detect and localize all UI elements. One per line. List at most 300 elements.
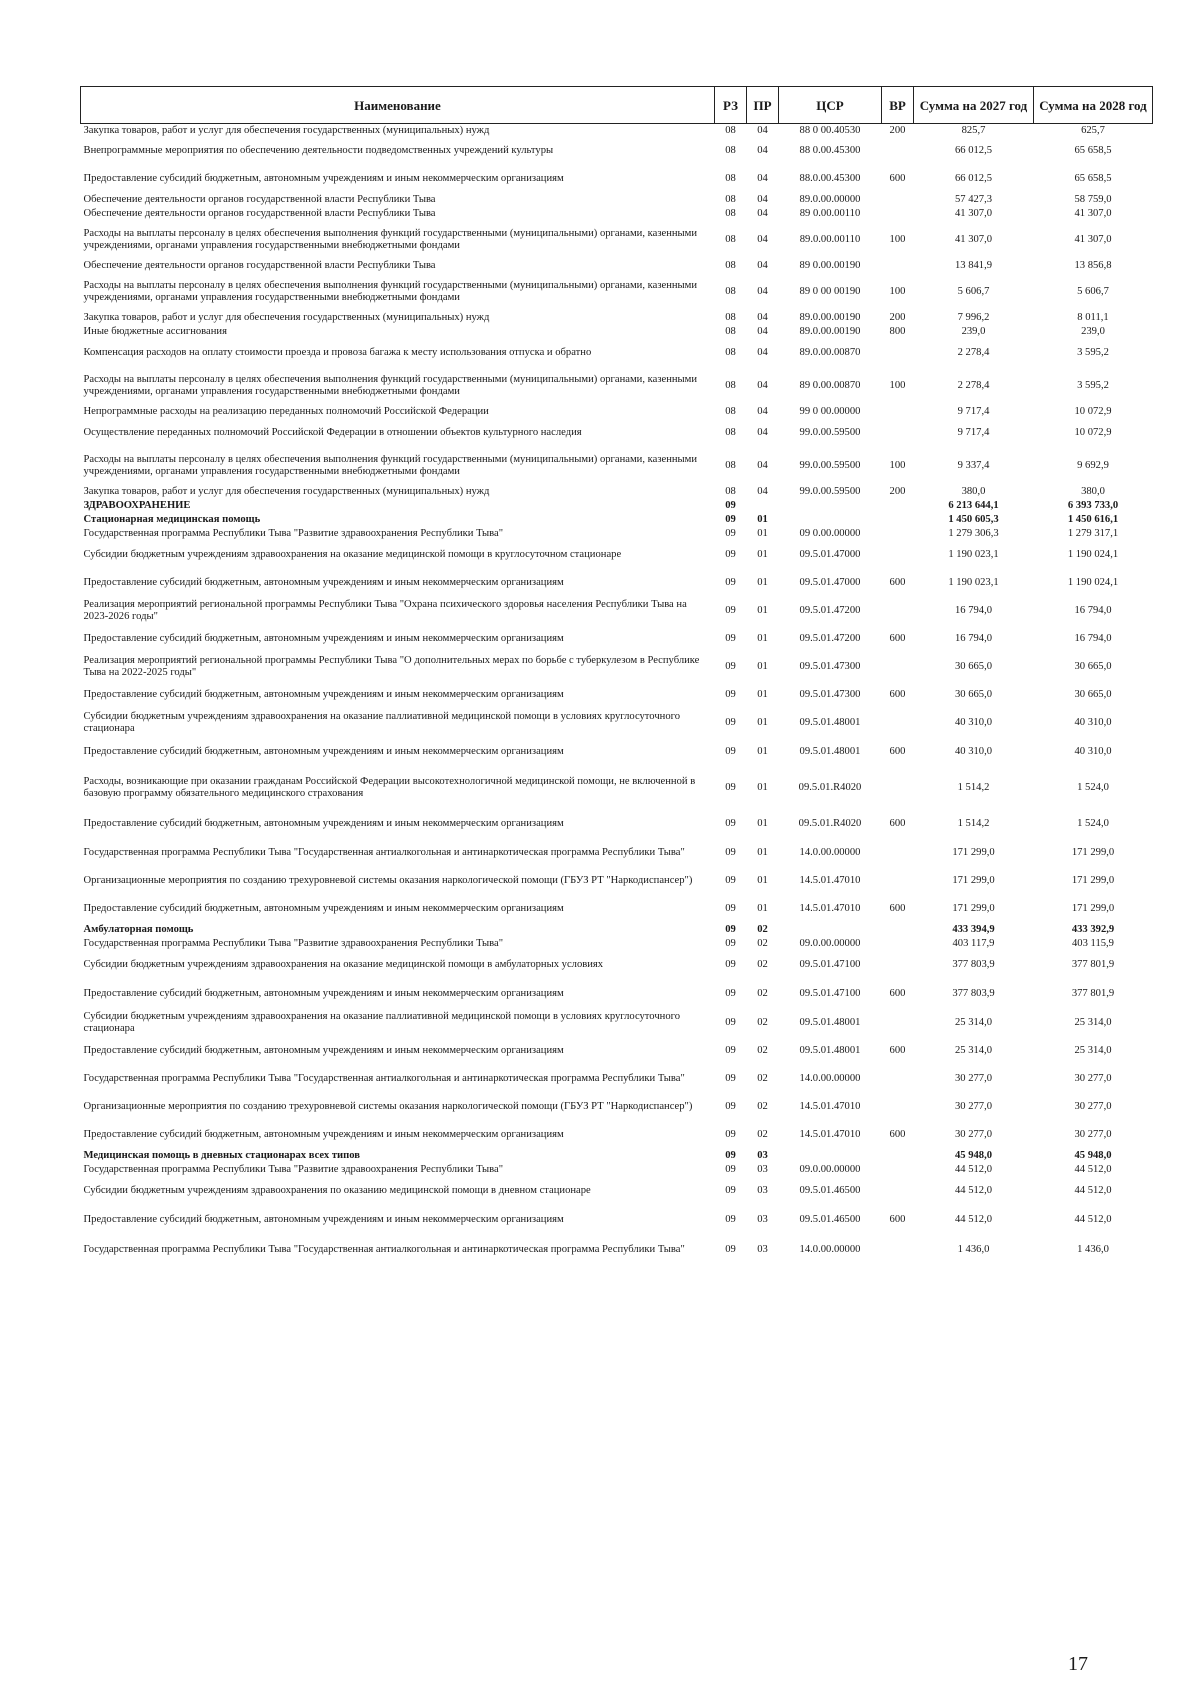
row-vr: 600 (889, 987, 906, 999)
row-pr: 04 (757, 193, 768, 205)
row-name: Организационные мероприятия по созданию трехуровневой системы оказания наркологической помощи (ГБУЗ РТ "Наркодиспансер") (83, 874, 693, 886)
row-sum-2027: 57 427,3 (954, 193, 993, 205)
row-rz: 09 (725, 604, 736, 616)
row-name: Осуществление переданных полномочий Российской Федерации в отношении объектов культурного наследия (83, 426, 582, 438)
row-sum-2027: 40 310,0 (954, 745, 993, 757)
table-row (81, 499, 1153, 513)
row-name: Закупка товаров, работ и услуг для обеспечения государственных (муниципальных) нужд (83, 124, 490, 136)
row-csr: 09.5.01.48001 (799, 745, 861, 757)
row-csr: 99 0 00.00000 (799, 405, 861, 417)
row-sum-2028: 30 665,0 (1074, 660, 1112, 672)
row-sum-2027: 5 606,7 (957, 285, 990, 297)
row-name: Расходы на выплаты персоналу в целях обеспечения выполнения функций государственными (муниципальными) органами, казенными учреждениями, органами управления государственными внебюджетными фондами (83, 373, 698, 397)
row-rz: 09 (725, 1100, 736, 1112)
row-csr: 88.0.00.45300 (799, 172, 861, 184)
row-sum-2028: 171 299,0 (1071, 902, 1115, 914)
row-rz: 09 (725, 874, 736, 886)
row-sum-2028: 45 948,0 (1074, 1149, 1112, 1161)
table-row (81, 895, 1153, 923)
row-csr: 88 0 00.40530 (799, 124, 861, 136)
row-pr: 04 (757, 233, 768, 245)
budget-page (80, 86, 1152, 1265)
row-csr: 89.0.00.00190 (799, 311, 861, 323)
row-csr: 09.5.01.47000 (799, 548, 861, 560)
row-sum-2027: 16 794,0 (954, 632, 993, 644)
row-sum-2027: 239,0 (961, 325, 986, 337)
row-sum-2027: 825,7 (961, 124, 986, 136)
row-csr: 09.5.01.46500 (799, 1184, 861, 1196)
row-vr (882, 653, 914, 681)
row-csr: 09.0.00.00000 (799, 1163, 861, 1175)
row-pr: 04 (757, 311, 768, 323)
row-name: Государственная программа Республики Тыва "Государственная антиалкогольная и антинаркотическая программа Республики Тыва" (83, 1072, 685, 1084)
row-pr: 01 (757, 527, 768, 539)
row-rz: 09 (725, 987, 736, 999)
row-rz: 08 (725, 426, 736, 438)
row-sum-2027: 1 436,0 (957, 1243, 990, 1255)
row-vr (882, 1149, 914, 1163)
row-sum-2028: 6 393 733,0 (1067, 499, 1119, 511)
table-row (81, 1121, 1153, 1149)
row-sum-2028: 40 310,0 (1074, 745, 1112, 757)
row-pr: 04 (757, 259, 768, 271)
row-sum-2027: 66 012,5 (954, 172, 993, 184)
row-pr: 04 (757, 405, 768, 417)
row-pr: 03 (757, 1213, 768, 1225)
row-sum-2028: 1 279 317,1 (1067, 527, 1119, 539)
row-rz: 08 (725, 233, 736, 245)
row-pr: 02 (757, 937, 768, 949)
row-sum-2027: 1 514,2 (957, 781, 990, 793)
row-pr: 02 (757, 1128, 768, 1140)
row-sum-2028: 1 450 616,1 (1067, 513, 1119, 525)
row-name: Компенсация расходов на оплату стоимости проезда и провоза багажа к месту использования отпуска и обратно (83, 346, 592, 358)
table-row (81, 1149, 1153, 1163)
row-name: Организационные мероприятия по созданию трехуровневой системы оказания наркологической помощи (ГБУЗ РТ "Наркодиспансер") (83, 1100, 693, 1112)
row-name: Субсидии бюджетным учреждениям здравоохранения на оказание паллиативной медицинской помощи в условиях круглосуточного стационара (83, 710, 680, 734)
row-csr: 89 0.00.00190 (799, 259, 861, 271)
table-row (81, 767, 1153, 809)
row-sum-2027: 377 803,9 (952, 987, 995, 999)
row-sum-2028: 1 190 024,1 (1067, 576, 1119, 588)
row-sum-2027: 2 278,4 (957, 379, 990, 391)
row-pr: 04 (757, 459, 768, 471)
row-rz: 08 (725, 207, 736, 219)
row-csr: 14.5.01.47010 (799, 1128, 861, 1140)
row-sum-2027: 41 307,0 (954, 233, 993, 245)
row-sum-2027: 171 299,0 (952, 846, 995, 858)
row-sum-2027: 44 512,0 (954, 1184, 993, 1196)
row-sum-2027: 1 450 605,3 (948, 513, 999, 525)
row-vr (882, 923, 914, 937)
row-pr: 01 (757, 902, 768, 914)
row-name: Расходы, возникающие при оказании гражданам Российской Федерации высокотехнологичной медицинской помощи, не включенной в базовую программу обязательного медицинского страхования (83, 775, 696, 799)
table-row (81, 809, 1153, 839)
row-sum-2028: 625,7 (1081, 124, 1105, 136)
row-csr (779, 499, 882, 513)
row-rz: 09 (725, 688, 736, 700)
row-rz: 09 (725, 527, 736, 539)
row-sum-2027: 2 278,4 (957, 346, 990, 358)
row-sum-2028: 377 801,9 (1071, 958, 1115, 970)
row-sum-2027: 41 307,0 (954, 207, 993, 219)
row-name: Предоставление субсидий бюджетным, автономным учреждениям и иным некоммерческим организациям (83, 688, 564, 700)
row-sum-2028: 44 512,0 (1074, 1163, 1112, 1175)
row-sum-2028: 41 307,0 (1074, 233, 1112, 245)
row-name: Предоставление субсидий бюджетным, автономным учреждениям и иным некоммерческим организациям (83, 1044, 564, 1056)
row-csr: 89.0.00.00110 (799, 233, 861, 245)
table-row (81, 1235, 1153, 1265)
row-vr (882, 499, 914, 513)
row-name: Предоставление субсидий бюджетным, автономным учреждениям и иным некоммерческим организациям (83, 987, 564, 999)
row-vr (882, 867, 914, 895)
row-csr: 14.0.00.00000 (799, 846, 861, 858)
row-sum-2028: 3 595,2 (1077, 346, 1109, 358)
row-rz: 09 (725, 781, 736, 793)
row-pr: 01 (757, 716, 768, 728)
row-rz: 09 (725, 716, 736, 728)
row-name: Медицинская помощь в дневных стационарах всех типов (83, 1149, 361, 1161)
row-pr: 04 (757, 207, 768, 219)
row-pr: 03 (757, 1184, 768, 1196)
row-pr: 02 (757, 923, 768, 935)
row-name: Обеспечение деятельности органов государственной власти Республики Тыва (83, 259, 436, 271)
row-csr: 09.5.01.47200 (799, 604, 861, 616)
row-vr: 800 (889, 325, 906, 337)
row-rz: 08 (725, 193, 736, 205)
row-rz: 08 (725, 311, 736, 323)
table-row (81, 124, 1153, 138)
row-sum-2027: 9 717,4 (957, 426, 990, 438)
row-sum-2028: 65 658,5 (1074, 172, 1112, 184)
row-rz: 09 (725, 1243, 736, 1255)
row-sum-2027: 66 012,5 (954, 145, 993, 157)
row-sum-2028: 16 794,0 (1074, 604, 1112, 616)
row-pr: 02 (757, 1100, 768, 1112)
row-csr: 09.5.01.47300 (799, 688, 861, 700)
row-sum-2027: 1 514,2 (957, 817, 990, 829)
row-sum-2028: 30 277,0 (1074, 1128, 1112, 1140)
row-pr: 01 (757, 745, 768, 757)
row-csr: 14.5.01.47010 (799, 902, 861, 914)
table-row (81, 737, 1153, 767)
row-vr (882, 1177, 914, 1205)
row-name: Внепрограммные мероприятия по обеспечению деятельности подведомственных учреждений культуры (83, 145, 554, 157)
row-sum-2027: 44 512,0 (954, 1213, 993, 1225)
row-vr (882, 541, 914, 569)
row-name: Предоставление субсидий бюджетным, автономным учреждениям и иным некоммерческим организациям (83, 902, 564, 914)
table-row (81, 923, 1153, 937)
row-csr: 09.5.01.48001 (799, 716, 861, 728)
row-sum-2028: 3 595,2 (1077, 379, 1109, 391)
row-csr: 14.5.01.47010 (799, 874, 861, 886)
row-csr: 09.5.01.47100 (799, 987, 861, 999)
row-sum-2028: 30 277,0 (1074, 1072, 1112, 1084)
table-row (81, 1009, 1153, 1037)
table-row (81, 839, 1153, 867)
table-row (81, 339, 1153, 367)
row-sum-2027: 171 299,0 (952, 902, 995, 914)
row-rz: 09 (725, 632, 736, 644)
row-rz: 09 (725, 1128, 736, 1140)
table-row (81, 1163, 1153, 1177)
table-row (81, 367, 1153, 405)
row-rz: 08 (725, 485, 736, 497)
table-row (81, 625, 1153, 653)
row-vr: 100 (889, 285, 906, 297)
row-csr: 88 0.00.45300 (799, 145, 861, 157)
row-rz: 09 (725, 1184, 736, 1196)
row-name: Государственная программа Республики Тыва "Государственная антиалкогольная и антинаркотическая программа Республики Тыва" (83, 1243, 685, 1255)
row-rz: 08 (725, 459, 736, 471)
row-csr (779, 923, 882, 937)
row-name: Предоставление субсидий бюджетным, автономным учреждениям и иным некоммерческим организациям (83, 632, 564, 644)
table-row (81, 193, 1153, 207)
row-vr (882, 767, 914, 809)
table-row (81, 1065, 1153, 1093)
row-csr: 09.5.01.48001 (799, 1044, 861, 1056)
row-rz: 09 (725, 745, 736, 757)
row-csr: 09.5.01.R4020 (798, 817, 862, 829)
row-sum-2028: 1 190 024,1 (1067, 548, 1119, 560)
row-sum-2028: 25 314,0 (1074, 1044, 1112, 1056)
row-name: Государственная программа Республики Тыва "Государственная антиалкогольная и антинаркотическая программа Республики Тыва" (83, 846, 685, 858)
row-name: Расходы на выплаты персоналу в целях обеспечения выполнения функций государственными (муниципальными) органами, казенными учреждениями, органами управления государственными внебюджетными фондами (83, 227, 698, 251)
row-sum-2027: 9 337,4 (957, 459, 990, 471)
row-name: Государственная программа Республики Тыва "Развитие здравоохранения Республики Тыва" (83, 1163, 504, 1175)
row-vr: 100 (889, 459, 906, 471)
header-csr: ЦСР (779, 87, 882, 124)
row-name: Субсидии бюджетным учреждениям здравоохранения по оказанию медицинской помощи в дневном стационаре (83, 1184, 591, 1196)
row-name: Субсидии бюджетным учреждениям здравоохранения на оказание паллиативной медицинской помощи в условиях круглосуточного стационара (83, 1010, 680, 1034)
table-row (81, 513, 1153, 527)
row-sum-2028: 171 299,0 (1071, 846, 1115, 858)
row-sum-2027: 30 277,0 (954, 1072, 993, 1084)
row-pr: 04 (757, 485, 768, 497)
row-rz: 09 (725, 513, 736, 525)
row-sum-2028: 380,0 (1081, 485, 1105, 497)
row-pr: 03 (757, 1163, 768, 1175)
row-sum-2028: 44 512,0 (1074, 1184, 1112, 1196)
row-sum-2028: 1 436,0 (1077, 1243, 1109, 1255)
row-sum-2027: 40 310,0 (954, 716, 993, 728)
row-sum-2027: 9 717,4 (957, 405, 990, 417)
row-pr: 02 (757, 1044, 768, 1056)
row-pr: 04 (757, 346, 768, 358)
row-csr: 89.0.00.00870 (799, 346, 861, 358)
row-pr: 04 (757, 285, 768, 297)
table-row (81, 1037, 1153, 1065)
row-rz: 09 (725, 576, 736, 588)
row-pr: 01 (757, 576, 768, 588)
row-csr: 89.0.00.00190 (799, 325, 861, 337)
table-row (81, 709, 1153, 737)
row-csr: 99.0.00.59500 (799, 459, 861, 471)
row-name: Расходы на выплаты персоналу в целях обеспечения выполнения функций государственными (муниципальными) органами, казенными учреждениями, органами управления государственными внебюджетными фондами (83, 453, 698, 477)
row-name: ЗДРАВООХРАНЕНИЕ (83, 499, 191, 511)
row-sum-2028: 40 310,0 (1074, 716, 1112, 728)
row-name: Реализация мероприятий региональной программы Республики Тыва "Охрана психического здоровья населения Республики Тыва на 2023-2026 годы" (83, 598, 687, 622)
row-csr: 09.5.01.47000 (799, 576, 861, 588)
row-vr (882, 1093, 914, 1121)
row-pr: 01 (757, 660, 768, 672)
row-rz: 09 (725, 1016, 736, 1028)
table-row (81, 979, 1153, 1009)
row-pr: 04 (757, 379, 768, 391)
row-vr (882, 1065, 914, 1093)
row-vr (882, 339, 914, 367)
table-row (81, 165, 1153, 193)
row-sum-2028: 30 277,0 (1074, 1100, 1112, 1112)
row-sum-2027: 16 794,0 (954, 604, 993, 616)
row-name: Государственная программа Республики Тыва "Развитие здравоохранения Республики Тыва" (83, 937, 504, 949)
row-vr (882, 193, 914, 207)
row-sum-2027: 1 190 023,1 (948, 576, 999, 588)
header-vr: ВР (882, 87, 914, 124)
row-csr: 99.0.00.59500 (799, 485, 861, 497)
row-csr: 89 0.00.00110 (799, 207, 861, 219)
table-row (81, 405, 1153, 419)
row-vr: 600 (889, 817, 906, 829)
row-name: Обеспечение деятельности органов государственной власти Республики Тыва (83, 193, 436, 205)
row-pr: 01 (757, 846, 768, 858)
row-pr: 01 (757, 632, 768, 644)
table-row (81, 527, 1153, 541)
row-vr (882, 1009, 914, 1037)
row-csr: 09.0.00.00000 (799, 937, 861, 949)
row-sum-2027: 30 665,0 (954, 660, 993, 672)
row-rz: 09 (725, 1213, 736, 1225)
row-sum-2028: 433 392,9 (1071, 923, 1115, 935)
row-vr (882, 527, 914, 541)
row-sum-2028: 1 524,0 (1077, 817, 1109, 829)
row-sum-2027: 25 314,0 (954, 1016, 993, 1028)
row-vr (882, 259, 914, 273)
row-sum-2028: 239,0 (1081, 325, 1105, 337)
table-row (81, 569, 1153, 597)
row-vr (882, 1163, 914, 1177)
header-sum-2027: Сумма на 2027 год (914, 87, 1034, 124)
row-sum-2028: 10 072,9 (1074, 426, 1112, 438)
row-rz: 09 (725, 1044, 736, 1056)
table-row (81, 138, 1153, 165)
row-sum-2028: 13 856,8 (1074, 259, 1112, 271)
row-csr: 09.5.01.47100 (799, 958, 861, 970)
row-vr: 600 (889, 632, 906, 644)
row-rz: 08 (725, 325, 736, 337)
row-rz: 08 (725, 145, 736, 157)
table-row (81, 485, 1153, 499)
row-name: Предоставление субсидий бюджетным, автономным учреждениям и иным некоммерческим организациям (83, 745, 564, 757)
row-vr: 600 (889, 1213, 906, 1225)
row-rz: 09 (725, 902, 736, 914)
row-rz: 09 (725, 1149, 736, 1161)
header-rz: РЗ (715, 87, 747, 124)
row-sum-2027: 44 512,0 (954, 1163, 993, 1175)
row-vr (882, 1235, 914, 1265)
row-rz: 08 (725, 124, 736, 136)
row-pr: 02 (757, 1072, 768, 1084)
row-sum-2027: 380,0 (961, 485, 986, 497)
row-rz: 09 (725, 1163, 736, 1175)
row-pr: 02 (757, 958, 768, 970)
row-name: Амбулаторная помощь (83, 923, 194, 935)
row-pr: 01 (757, 874, 768, 886)
row-sum-2028: 403 115,9 (1072, 937, 1114, 949)
row-sum-2028: 25 314,0 (1074, 1016, 1112, 1028)
row-sum-2027: 45 948,0 (954, 1149, 993, 1161)
row-pr: 04 (757, 325, 768, 337)
row-vr (882, 419, 914, 447)
row-name: Стационарная медицинская помощь (83, 513, 261, 525)
row-pr: 01 (757, 817, 768, 829)
row-vr (882, 207, 914, 221)
header-name: Наименование (81, 87, 715, 124)
row-vr (882, 937, 914, 951)
row-pr: 01 (757, 604, 768, 616)
row-sum-2027: 30 665,0 (954, 688, 993, 700)
table-row (81, 311, 1153, 325)
row-name: Закупка товаров, работ и услуг для обеспечения государственных (муниципальных) нужд (83, 311, 490, 323)
row-csr: 14.0.00.00000 (799, 1072, 861, 1084)
row-name: Предоставление субсидий бюджетным, автономным учреждениям и иным некоммерческим организациям (83, 576, 564, 588)
row-vr (882, 405, 914, 419)
row-sum-2027: 30 277,0 (954, 1100, 993, 1112)
row-vr: 200 (889, 311, 906, 323)
table-row (81, 221, 1153, 259)
row-csr (779, 1149, 882, 1163)
row-pr: 04 (757, 172, 768, 184)
row-vr: 100 (889, 379, 906, 391)
table-row (81, 951, 1153, 979)
row-sum-2028: 171 299,0 (1071, 874, 1115, 886)
row-csr: 89.0.00.00000 (799, 193, 861, 205)
row-sum-2028: 65 658,5 (1074, 145, 1112, 157)
row-sum-2028: 1 524,0 (1077, 781, 1109, 793)
row-name: Предоставление субсидий бюджетным, автономным учреждениям и иным некоммерческим организациям (83, 1128, 564, 1140)
header-sum-2028: Сумма на 2028 год (1034, 87, 1153, 124)
row-csr: 09.5.01.48001 (799, 1016, 861, 1028)
table-row (81, 1177, 1153, 1205)
table-row (81, 273, 1153, 311)
table-row (81, 259, 1153, 273)
row-name: Субсидии бюджетным учреждениям здравоохранения на оказание медицинской помощи в амбулаторных условиях (83, 958, 604, 970)
row-name: Расходы на выплаты персоналу в целях обеспечения выполнения функций государственными (муниципальными) органами, казенными учреждениями, органами управления государственными внебюджетными фондами (83, 279, 698, 303)
row-sum-2027: 171 299,0 (952, 874, 995, 886)
table-header-row (81, 87, 1153, 124)
row-vr: 600 (889, 1128, 906, 1140)
row-name: Непрограммные расходы на реализацию переданных полномочий Российской Федерации (83, 405, 489, 417)
row-pr (747, 499, 779, 513)
row-rz: 09 (725, 846, 736, 858)
row-pr: 03 (757, 1243, 768, 1255)
row-vr: 600 (889, 1044, 906, 1056)
row-sum-2028: 8 011,1 (1077, 311, 1109, 323)
row-vr (882, 951, 914, 979)
row-vr: 600 (889, 576, 906, 588)
row-sum-2027: 403 117,9 (952, 937, 995, 949)
table-row (81, 1093, 1153, 1121)
row-sum-2027: 1 279 306,3 (948, 527, 999, 539)
row-sum-2027: 1 190 023,1 (948, 548, 999, 560)
table-row (81, 325, 1153, 339)
row-pr: 04 (757, 145, 768, 157)
table-row (81, 653, 1153, 681)
table-row (81, 1205, 1153, 1235)
row-csr: 09.5.01.R4020 (798, 781, 862, 793)
row-sum-2028: 9 692,9 (1077, 459, 1109, 471)
row-vr: 200 (889, 485, 906, 497)
